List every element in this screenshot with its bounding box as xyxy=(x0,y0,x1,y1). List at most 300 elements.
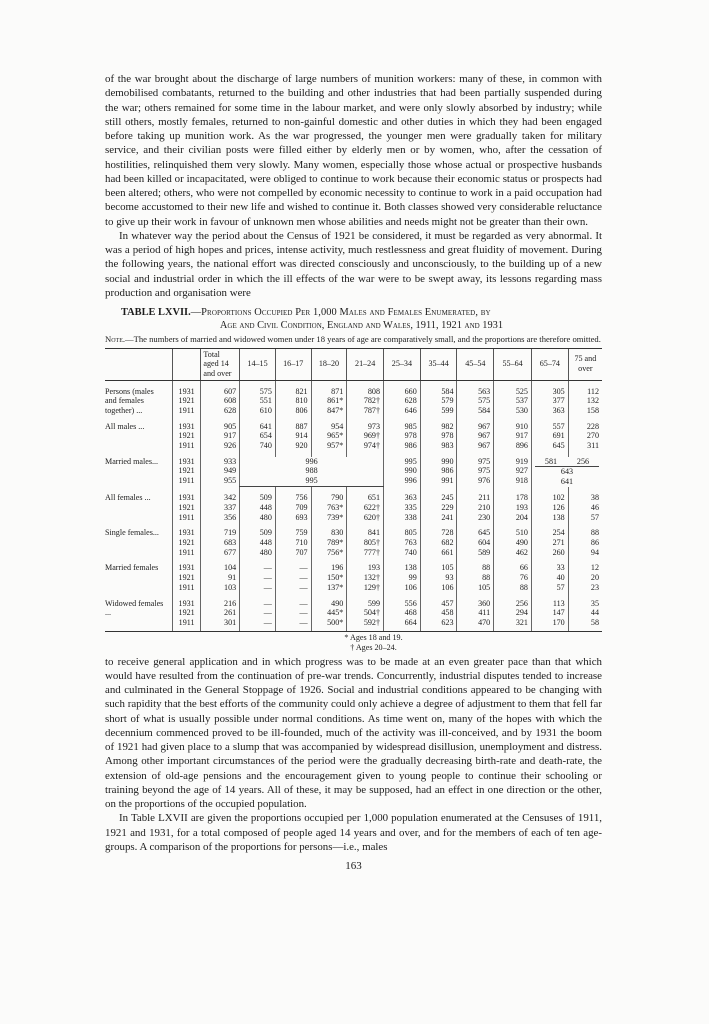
table-cell: 969† xyxy=(363,431,381,441)
table-row xyxy=(105,422,602,451)
row-values xyxy=(531,563,568,592)
row-values xyxy=(457,493,494,522)
table-cell: 356 xyxy=(224,512,237,522)
table-note xyxy=(105,334,602,345)
row-values xyxy=(457,528,494,557)
table-cell: 170 xyxy=(552,617,565,627)
paragraph-general-application: to receive general application and in which progress was to be made at an even greater pace than that which would have resulted from the continuation of pre-war trends. Concurrently, industrial disputes tended to increase and culminated in the General Stoppage of 1926. Social and industrial conditions appeared to be changing with such rapidity that the best efforts of the community could only achieve a degree of adjustment to them that fell far short of what is usually possible under normal conditions. As time went on, many of the hopes with which the decennium commenced proved to be ill-founded, much of the activity was ill-conceived, and by 1931 the boom of 1921 had given place to a slump that was accompanied by widespread disillusion, unemployment and distress. Among other important circumstances of the period were the gradually decreasing birth-rate and death-rate, the extension of old-age pensions and the encouragement given to young people to continue their schooling or training beyond the age of 14 years. All of these, it may be supposed, had an effect in one direction or the other, on the proportions of the occupied population. xyxy=(105,655,602,811)
table-cell: 1921 xyxy=(178,466,195,476)
row-values xyxy=(384,387,421,416)
row-values xyxy=(531,599,568,632)
table-cell: 974† xyxy=(363,441,381,451)
table-cell: 480 xyxy=(259,547,272,557)
table-cell: 949 xyxy=(224,466,237,476)
table-cell: 990 xyxy=(441,456,454,466)
table-cell: 301 xyxy=(224,617,237,627)
row-values xyxy=(347,387,384,416)
row-values xyxy=(311,528,347,557)
table-cell: 76 xyxy=(519,573,528,583)
table-cell: 1921 xyxy=(178,503,195,513)
paragraph-war-discharge: of the war brought about the discharge of large numbers of munition workers: many of these, in common with demobilised combatants, returned to the building and other industries that had been partially suspended during the war; others remained for some time in the labour market, and were only slowly absorbed by industry; while still others, mostly females, returned to non-gainful domestic and other duties in which they had been engaged before taking up munition work. As the war progressed, the younger men were gradually taken for military service, and their civilian posts were filled either by elderly men or by women, who, after the cessation of hostilities, relinquished them very slowly. Many women, especially those whose actual or prospective husbands had been killed or incapacitated, were obliged to continue to work because their economic status or prospects had been altered; others, who were not compelled by economic necessity to continue to work in a paid occupation had become accustomed to their new life and wished to continue it. Both classes showed very considerable reluctance to give up their work in favour of unknown men whose abilities and needs might not be greater than their own. xyxy=(105,73,602,228)
table-cell: 1911 xyxy=(178,512,195,522)
table-cell: 683 xyxy=(224,538,237,548)
table-cell: 623 xyxy=(441,617,454,627)
table-cell: 44 xyxy=(590,608,599,618)
table-cell: 975 xyxy=(478,466,491,476)
table-cell: 448 xyxy=(259,538,272,548)
table-cell: 88 xyxy=(482,563,491,573)
table-cell: 256 xyxy=(515,598,528,608)
table-cell: 973 xyxy=(367,421,381,431)
table-cell: 112 xyxy=(587,386,599,396)
table-cell: 910 xyxy=(515,421,528,431)
table-cell: 1931 xyxy=(178,563,195,573)
table-cell: 216 xyxy=(224,598,237,608)
table-cell: 896 xyxy=(515,441,528,451)
merged-ages-14-24 xyxy=(240,457,384,487)
table-cell: 342 xyxy=(224,493,237,503)
table-cell: 66 xyxy=(519,563,528,573)
table-cell: 847* xyxy=(327,405,344,415)
table-cell: 228 xyxy=(586,421,599,431)
table-cell: 917 xyxy=(224,431,237,441)
table-cell: 57 xyxy=(556,582,565,592)
table-cell: 132† xyxy=(363,573,381,583)
row-values xyxy=(201,493,240,522)
table-cell: 468 xyxy=(404,608,417,618)
table-cell: 211 xyxy=(478,493,491,503)
row-label: Single females... xyxy=(105,528,159,538)
row-values xyxy=(275,493,311,522)
table-row xyxy=(105,387,602,416)
table-cell: 610 xyxy=(259,405,272,415)
header-year xyxy=(172,348,201,380)
table-cell: 917 xyxy=(515,431,528,441)
table-cell: 643 xyxy=(560,467,574,477)
header-65-74: 65–74 xyxy=(531,348,568,380)
table-cell: 204 xyxy=(515,512,528,522)
table-cell: 457 xyxy=(441,598,454,608)
table-row xyxy=(105,563,602,592)
table-cell: 1921 xyxy=(178,538,195,548)
table-cell: 887 xyxy=(295,421,308,431)
header-blank xyxy=(105,348,172,380)
row-values xyxy=(384,422,421,451)
table-body xyxy=(105,380,602,631)
row-years xyxy=(172,528,201,557)
row-values xyxy=(531,422,568,451)
table-cell: 229 xyxy=(441,503,454,513)
table-cell: 490 xyxy=(515,538,528,548)
table-cell: 91 xyxy=(228,573,237,583)
table-cell: 628 xyxy=(224,405,237,415)
row-values xyxy=(240,599,276,632)
table-note-text: —The numbers of married and widowed women under 18 years of age are comparatively small, and the proportions are therefore omitted. xyxy=(125,334,601,344)
table-cell: 530 xyxy=(515,405,528,415)
table-cell: 193 xyxy=(515,503,528,513)
table-cell: 1921 xyxy=(178,396,195,406)
table-cell: 23 xyxy=(590,582,599,592)
table-cell: 805† xyxy=(363,538,381,548)
row-values xyxy=(275,563,311,592)
table-footnotes xyxy=(105,633,602,653)
table-cell: 20 xyxy=(590,573,599,583)
proportions-occupied-table xyxy=(105,348,602,632)
table-cell: — xyxy=(299,598,308,608)
row-values xyxy=(420,563,457,592)
table-cell: 510 xyxy=(515,528,528,538)
table-cell: 599 xyxy=(367,598,381,608)
table-row xyxy=(105,528,602,557)
table-cell: 967 xyxy=(478,431,491,441)
table-cell: 806 xyxy=(295,405,308,415)
table-cell: — xyxy=(299,582,308,592)
table-cell: 592† xyxy=(363,617,381,627)
table-cell: 620† xyxy=(363,512,381,522)
table-cell: 88 xyxy=(590,528,599,538)
table-cell: 93 xyxy=(445,573,454,583)
row-values xyxy=(494,493,532,522)
table-cell: 654 xyxy=(259,431,272,441)
table-cell: 988 xyxy=(305,466,318,476)
table-cell: 584 xyxy=(441,386,454,396)
table-cell: 38 xyxy=(590,493,599,503)
table-cell: 790 xyxy=(331,493,344,503)
table-cell: 628 xyxy=(404,396,417,406)
table-cell: 808 xyxy=(367,386,381,396)
table-cell: 782† xyxy=(363,396,381,406)
table-cell: 660 xyxy=(404,386,417,396)
table-cell: 682 xyxy=(441,538,454,548)
table-cell: 458 xyxy=(441,608,454,618)
table-cell: 589 xyxy=(478,547,491,557)
table-cell: 1931 xyxy=(178,528,195,538)
table-cell: 525 xyxy=(515,386,528,396)
row-values xyxy=(568,528,602,557)
table-cell: 509 xyxy=(259,528,272,538)
header-35-44: 35–44 xyxy=(420,348,457,380)
header-55-64: 55–64 xyxy=(494,348,532,380)
table-cell: 985 xyxy=(404,421,417,431)
table-cell: 147 xyxy=(552,608,565,618)
table-cell: 991 xyxy=(441,476,454,486)
table-cell: 978 xyxy=(441,431,454,441)
paragraph-table-lxvii: In Table LXVII are given the proportions occupied per 1,000 population enumerated at the Censuses of 1911, 1921 and 1931, for a total composed of people aged 14 years and over, and for the members of each of ten age-groups. A comparison of the proportions for persons—i.e., males xyxy=(105,812,602,853)
table-cell: 270 xyxy=(586,431,599,441)
row-values xyxy=(494,528,532,557)
row-values xyxy=(240,528,276,557)
table-cell: 1931 xyxy=(178,421,195,431)
row-label: Widowed females ... xyxy=(105,599,172,632)
table-cell: 756 xyxy=(295,493,308,503)
row-values xyxy=(347,528,384,557)
table-row xyxy=(105,493,602,522)
table-cell: 103 xyxy=(224,582,237,592)
table-cell: 905 xyxy=(224,421,237,431)
table-cell: 563 xyxy=(478,386,491,396)
row-values xyxy=(384,457,421,487)
table-cell: 927 xyxy=(515,466,528,476)
table-cell: 645 xyxy=(552,441,565,451)
table-header-row xyxy=(105,348,602,380)
table-cell: 707 xyxy=(295,547,308,557)
table-cell: 608 xyxy=(224,396,237,406)
row-values xyxy=(457,563,494,592)
table-cell: 158 xyxy=(586,405,599,415)
row-values xyxy=(494,599,532,632)
table-cell: 996 xyxy=(404,476,417,486)
row-values xyxy=(201,387,240,416)
table-cell: 599 xyxy=(441,405,454,415)
table-cell: 411 xyxy=(478,608,491,618)
row-years xyxy=(172,422,201,451)
table-cell: 919 xyxy=(515,456,528,466)
table-cell: 448 xyxy=(259,503,272,513)
table-title-line2: Age and Civil Condition, England and Wales, 1911, 1921 and 1931 xyxy=(219,320,504,331)
table-cell: 102 xyxy=(552,493,565,503)
table-cell: 1931 xyxy=(178,456,195,466)
table-cell: 1911 xyxy=(178,441,195,451)
row-values xyxy=(384,528,421,557)
table-cell: 830 xyxy=(331,528,344,538)
table-cell: 132 xyxy=(586,396,599,406)
table-cell: 129† xyxy=(363,582,381,592)
table-cell: 210 xyxy=(478,503,491,513)
table-cell: 321 xyxy=(515,617,528,627)
table-cell: 918 xyxy=(515,476,528,486)
table-cell: 126 xyxy=(552,503,565,513)
table-cell: 230 xyxy=(478,512,491,522)
row-years xyxy=(172,563,201,592)
row-values xyxy=(457,599,494,632)
row-values xyxy=(347,599,384,632)
table-cell: 360 xyxy=(478,598,491,608)
table-cell: 1921 xyxy=(178,608,195,618)
table-cell: 967 xyxy=(478,421,491,431)
table-cell: 40 xyxy=(556,573,565,583)
table-cell: 739* xyxy=(327,512,344,522)
table-cell: 271 xyxy=(552,538,565,548)
table-cell: 710 xyxy=(295,538,308,548)
table-cell: 983 xyxy=(441,441,454,451)
row-values xyxy=(568,563,602,592)
table-cell: 150* xyxy=(327,573,344,583)
row-values xyxy=(201,599,240,632)
row-values xyxy=(275,387,311,416)
table-cell: 777† xyxy=(363,547,381,557)
table-cell: 581 xyxy=(544,456,558,466)
header-14-15: 14–15 xyxy=(240,348,276,380)
table-cell: 363 xyxy=(404,493,417,503)
row-values xyxy=(275,599,311,632)
table-cell: 88 xyxy=(519,582,528,592)
row-values xyxy=(347,563,384,592)
paragraph-census-1921: In whatever way the period about the Census of 1921 be considered, it must be regarded as very abnormal. It was a period of high hopes and prices, intense activity, much restlessness and great fluidity of movement. During the following years, the national effort was directed consciously and unconsciously, to the building up of a new social and industrial order in which the ill effects of the war were to be swept away, its lessons regarding mass production and organisation were xyxy=(105,229,602,299)
table-cell: 1911 xyxy=(178,582,195,592)
table-cell: 740 xyxy=(259,441,272,451)
row-label: Married females xyxy=(105,563,159,573)
row-values xyxy=(275,528,311,557)
table-cell: 556 xyxy=(404,598,417,608)
table-cell: 104 xyxy=(224,563,237,573)
row-values xyxy=(531,387,568,416)
table-cell: 57 xyxy=(590,512,599,522)
row-values xyxy=(568,599,602,632)
table-cell: 871 xyxy=(331,386,344,396)
table-cell: 661 xyxy=(441,547,454,557)
table-cell: 641 xyxy=(259,421,272,431)
row-values xyxy=(240,387,276,416)
table-cell: 651 xyxy=(367,493,381,503)
table-cell: 470 xyxy=(478,617,491,627)
row-values xyxy=(240,422,276,451)
table-cell: 965* xyxy=(327,431,344,441)
table-cell: 1911 xyxy=(178,405,195,415)
table-cell: 305 xyxy=(552,386,565,396)
row-years xyxy=(172,387,201,416)
table-cell: 976 xyxy=(478,476,491,486)
table-cell: 995 xyxy=(404,456,417,466)
row-values xyxy=(201,563,240,592)
table-cell: 138 xyxy=(404,563,417,573)
table-cell: 245 xyxy=(441,493,454,503)
table-cell: 914 xyxy=(295,431,308,441)
table-cell: 957* xyxy=(327,441,344,451)
table-cell: — xyxy=(299,573,308,583)
row-values xyxy=(494,563,532,592)
header-25-34: 25–34 xyxy=(384,348,421,380)
table-cell: 196 xyxy=(331,563,344,573)
table-cell: 1911 xyxy=(178,617,195,627)
table-cell: 810 xyxy=(295,396,308,406)
table-cell: 995 xyxy=(305,476,318,486)
row-values xyxy=(384,563,421,592)
table-cell: 193 xyxy=(367,563,381,573)
table-cell: 12 xyxy=(590,563,599,573)
table-cell: 584 xyxy=(478,405,491,415)
row-values xyxy=(420,599,457,632)
row-values xyxy=(201,457,240,487)
row-values xyxy=(531,528,568,557)
table-cell: 763* xyxy=(327,503,344,513)
row-values xyxy=(531,493,568,522)
row-values xyxy=(457,422,494,451)
row-values xyxy=(568,422,602,451)
table-cell: 260 xyxy=(552,547,565,557)
table-cell: 622† xyxy=(363,503,381,513)
header-21-24: 21–24 xyxy=(347,348,384,380)
table-cell: 377 xyxy=(552,396,565,406)
row-years xyxy=(172,457,201,487)
row-values xyxy=(568,387,602,416)
table-cell: 337 xyxy=(224,503,237,513)
table-cell: 58 xyxy=(590,617,599,627)
table-cell: 805 xyxy=(404,528,417,538)
table-cell: 462 xyxy=(515,547,528,557)
table-number: TABLE LXVII. xyxy=(121,307,191,318)
table-cell: 480 xyxy=(259,512,272,522)
table-cell: 933 xyxy=(224,456,237,466)
row-label: All males ... xyxy=(105,421,145,431)
table-cell: 1921 xyxy=(178,573,195,583)
table-cell: 338 xyxy=(404,512,417,522)
row-values xyxy=(457,387,494,416)
table-cell: 645 xyxy=(478,528,491,538)
footnote-asterisk: * Ages 18 and 19. xyxy=(344,632,403,642)
header-16-17: 16–17 xyxy=(275,348,311,380)
table-cell: 756* xyxy=(327,547,344,557)
table-cell: 821 xyxy=(295,386,308,396)
table-cell: 311 xyxy=(587,441,599,451)
table-cell: 646 xyxy=(404,405,417,415)
table-cell: 500* xyxy=(327,617,344,627)
table-cell: 99 xyxy=(408,573,417,583)
table-cell: 740 xyxy=(404,547,417,557)
row-values xyxy=(384,493,421,522)
table-cell: — xyxy=(263,573,272,583)
table-cell: 537 xyxy=(515,396,528,406)
row-values xyxy=(311,493,347,522)
table-cell: 35 xyxy=(590,598,599,608)
row-years xyxy=(172,493,201,522)
table-cell: — xyxy=(299,608,308,618)
row-values xyxy=(311,387,347,416)
table-cell: 575 xyxy=(478,396,491,406)
table-cell: — xyxy=(263,582,272,592)
table-cell: 604 xyxy=(478,538,491,548)
table-title-line1: —Proportions Occupied Per 1,000 Males and Females Enumerated, by xyxy=(190,307,491,318)
table-cell: 105 xyxy=(441,563,454,573)
row-values xyxy=(420,528,457,557)
table-cell: 926 xyxy=(224,441,237,451)
row-values xyxy=(201,422,240,451)
table-note-label: Note. xyxy=(105,334,126,344)
table-cell: — xyxy=(263,598,272,608)
table-row xyxy=(105,599,602,632)
table-cell: 990 xyxy=(404,466,417,476)
table-cell: 294 xyxy=(515,608,528,618)
table-cell: 137* xyxy=(327,582,344,592)
table-cell: 86 xyxy=(590,538,599,548)
table-cell: 982 xyxy=(441,421,454,431)
merged-ages-65-over xyxy=(531,457,602,487)
table-row-married-males xyxy=(105,457,602,487)
table-cell: 1931 xyxy=(178,598,195,608)
table-cell: 1931 xyxy=(178,386,195,396)
table-cell: 178 xyxy=(515,493,528,503)
table-cell: 954 xyxy=(331,421,344,431)
table-cell: 763 xyxy=(404,538,417,548)
table-cell: 138 xyxy=(552,512,565,522)
table-cell: 986 xyxy=(441,466,454,476)
header-75-over: 75 and over xyxy=(568,348,602,380)
table-cell: 363 xyxy=(552,405,565,415)
table-cell: 664 xyxy=(404,617,417,627)
table-cell: — xyxy=(263,617,272,627)
row-values xyxy=(568,493,602,522)
footnote-dagger: † Ages 20–24. xyxy=(350,642,397,652)
table-title xyxy=(105,306,602,332)
page-number: 163 xyxy=(345,860,362,873)
table-cell: 693 xyxy=(295,512,308,522)
table-cell: 841 xyxy=(367,528,381,538)
row-values xyxy=(457,457,494,487)
table-cell: 691 xyxy=(552,431,565,441)
table-cell: 677 xyxy=(224,547,237,557)
row-values xyxy=(240,563,276,592)
table-cell: 787† xyxy=(363,405,381,415)
table-cell: — xyxy=(263,608,272,618)
